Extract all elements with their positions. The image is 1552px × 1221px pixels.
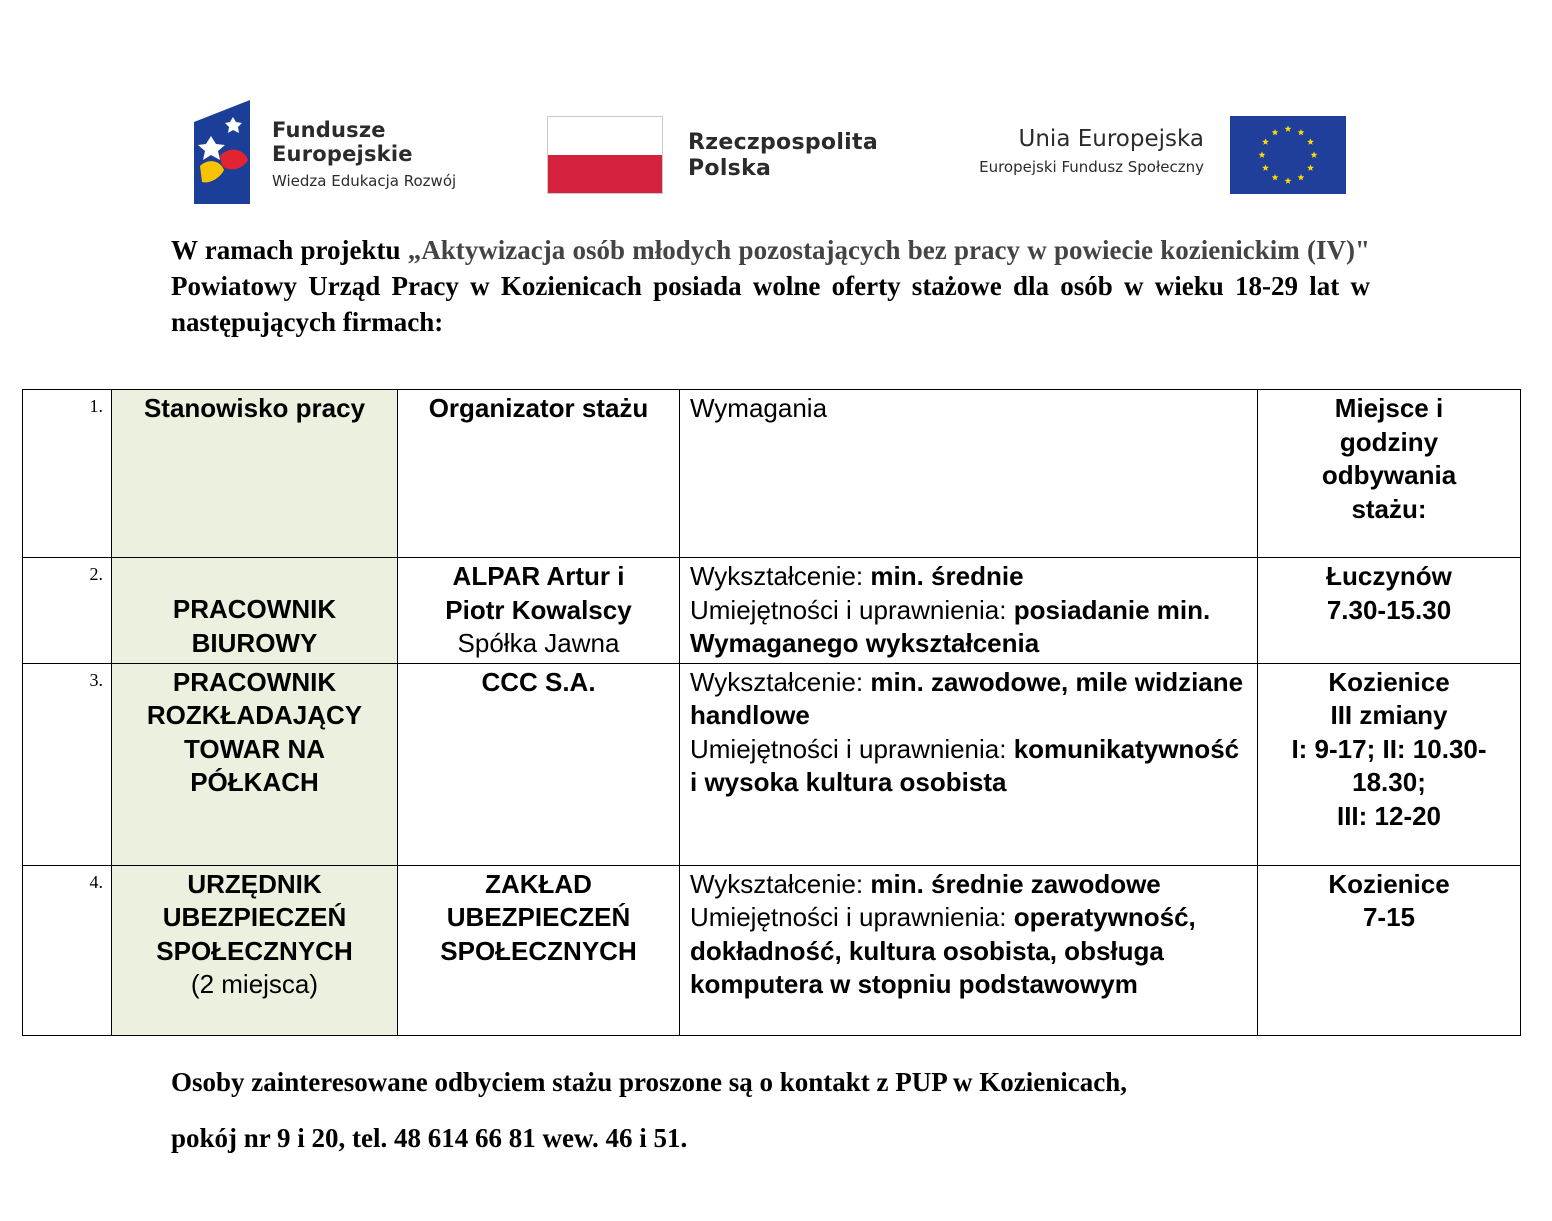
place-line: Łuczynów: [1326, 561, 1452, 591]
table-row: [23, 558, 1521, 664]
education-requirement: [690, 666, 1247, 733]
organizer-line: CCC S.A.: [481, 666, 596, 697]
intro-project-name: „Aktywizacja osób młodych pozostających bez pracy w powiecie kozienickim (IV)": [407, 235, 1370, 265]
place-line: I: 9-17; II: 10.30-: [1291, 733, 1487, 764]
footer-line2: pokój nr 9 i 20, tel. 48 614 66 81 wew. 46 i 51.: [171, 1123, 688, 1153]
position-cell: [112, 558, 398, 664]
rzeczpospolita-polska-logo: [547, 116, 887, 196]
organizer-cell: [398, 663, 680, 865]
intro-part1: W ramach projektu: [171, 235, 408, 265]
header-requirements: Wymagania: [680, 390, 1258, 558]
place-line: 7.30-15.30: [1326, 594, 1452, 625]
requirement-value: min. średnie zawodowe: [870, 868, 1161, 899]
rp-line1: Rzeczpospolita: [688, 130, 878, 155]
header-place-line: odbywania: [1321, 460, 1457, 490]
organizer-line: Piotr Kowalscy: [445, 594, 632, 625]
table-header-row: [23, 390, 1521, 558]
position-cell: [112, 865, 398, 1035]
eu-flag-icon: [1230, 116, 1346, 194]
row-number: 2.: [23, 558, 112, 664]
fundusze-europejskie-logo: [194, 100, 494, 204]
header-position: Stanowisko pracy: [112, 390, 398, 558]
place-line: III: 12-20: [1336, 800, 1442, 831]
flag-red-stripe: [548, 155, 662, 194]
requirement-value: komunikatywność i wysoka kultura osobista: [690, 733, 1240, 797]
position-line: URZĘDNIK: [187, 868, 322, 899]
requirements-cell: [680, 865, 1258, 1035]
organizer-line: UBEZPIECZEŃ: [446, 902, 631, 932]
header-organizer: Organizator stażu: [398, 390, 680, 558]
place-cell: [1258, 663, 1521, 865]
unia-europejska-logo: [958, 116, 1346, 196]
fundusze-europejskie-text: [272, 118, 456, 190]
position-cell: [112, 663, 398, 865]
organizer-line: ALPAR Artur i: [452, 561, 625, 591]
position-line: PRACOWNIK: [172, 666, 337, 697]
row-number: 3.: [23, 663, 112, 865]
position-line: (2 miejsca): [190, 969, 319, 999]
place-line: Kozienice: [1328, 666, 1450, 697]
requirement-label: Umiejętności i uprawnienia:: [690, 594, 1014, 625]
skills-requirement: [690, 733, 1247, 800]
position-line: SPOŁECZNYCH: [156, 935, 353, 966]
intro-paragraph: [171, 232, 1370, 340]
header-place-line: stażu:: [1351, 493, 1427, 524]
row-number: 4.: [23, 865, 112, 1035]
organizer-line: ZAKŁAD: [485, 868, 592, 899]
position-line: TOWAR NA: [183, 733, 326, 764]
table-row: [23, 663, 1521, 865]
intro-part2: Powiatowy Urząd Pracy w Kozienicach posiada wolne oferty stażowe dla osób w wieku 18-29 lat w następujących firmach:: [171, 271, 1370, 337]
ue-line2: Europejski Fundusz Społeczny: [979, 158, 1204, 176]
footer-line1: Osoby zainteresowane odbyciem stażu proszone są o kontakt z PUP w Kozienicach,: [171, 1067, 1127, 1097]
header-place-line: Miejsce i: [1334, 393, 1444, 423]
requirement-value: posiadanie min. Wymaganego wykształcenia: [690, 594, 1211, 658]
education-requirement: [690, 560, 1247, 594]
rzeczpospolita-polska-text: [688, 130, 878, 182]
row-number: 1.: [23, 390, 112, 558]
fe-line3: Wiedza Edukacja Rozwój: [272, 172, 457, 190]
internship-offers-table: [22, 389, 1521, 1036]
position-line: PRACOWNIK: [172, 594, 337, 624]
organizer-cell: [398, 865, 680, 1035]
position-line: BIUROWY: [191, 627, 318, 658]
requirement-value: operatywność, dokładność, kultura osobista, obsługa komputera w stopniu podstawowym: [690, 902, 1196, 999]
skills-requirement: [690, 594, 1247, 661]
flag-white-stripe: [548, 117, 662, 155]
rp-line2: Polska: [688, 156, 772, 181]
requirement-label: Wykształcenie:: [690, 666, 871, 697]
organizer-cell: [398, 558, 680, 664]
skills-requirement: [690, 901, 1247, 1002]
table-row: [23, 865, 1521, 1035]
unia-europejska-text: [979, 124, 1204, 176]
ue-line1: Unia Europejska: [1018, 126, 1204, 152]
place-line: 18.30;: [1352, 767, 1426, 797]
place-line: Kozienice: [1328, 868, 1450, 899]
requirement-label: Wykształcenie:: [690, 868, 871, 899]
requirements-cell: [680, 558, 1258, 664]
polish-flag-icon: [547, 116, 663, 194]
requirement-label: Wykształcenie:: [690, 561, 871, 591]
fe-line2: Europejskie: [272, 142, 413, 166]
requirement-value: min. zawodowe, mile widziane handlowe: [690, 666, 1244, 730]
header-place-line: godziny: [1339, 426, 1439, 457]
fe-line1: Fundusze: [272, 118, 386, 142]
position-line: ROZKŁADAJĄCY: [146, 700, 363, 730]
requirement-label: Umiejętności i uprawnienia:: [690, 733, 1014, 764]
organizer-line: SPOŁECZNYCH: [440, 935, 637, 966]
place-line: 7-15: [1362, 902, 1416, 932]
education-requirement: [690, 868, 1247, 902]
organizer-line: Spółka Jawna: [457, 628, 620, 658]
requirement-label: Umiejętności i uprawnienia:: [690, 902, 1014, 932]
position-line: PÓŁKACH: [190, 767, 319, 797]
requirement-value: min. średnie: [870, 561, 1024, 591]
contact-footer: [171, 1064, 1127, 1156]
header-place-hours: [1258, 390, 1521, 558]
position-line: UBEZPIECZEŃ: [162, 902, 347, 932]
fundusze-europejskie-mark-icon: [194, 100, 250, 204]
requirements-cell: [680, 663, 1258, 865]
place-cell: [1258, 865, 1521, 1035]
place-line: III zmiany: [1330, 700, 1448, 730]
place-cell: [1258, 558, 1521, 664]
